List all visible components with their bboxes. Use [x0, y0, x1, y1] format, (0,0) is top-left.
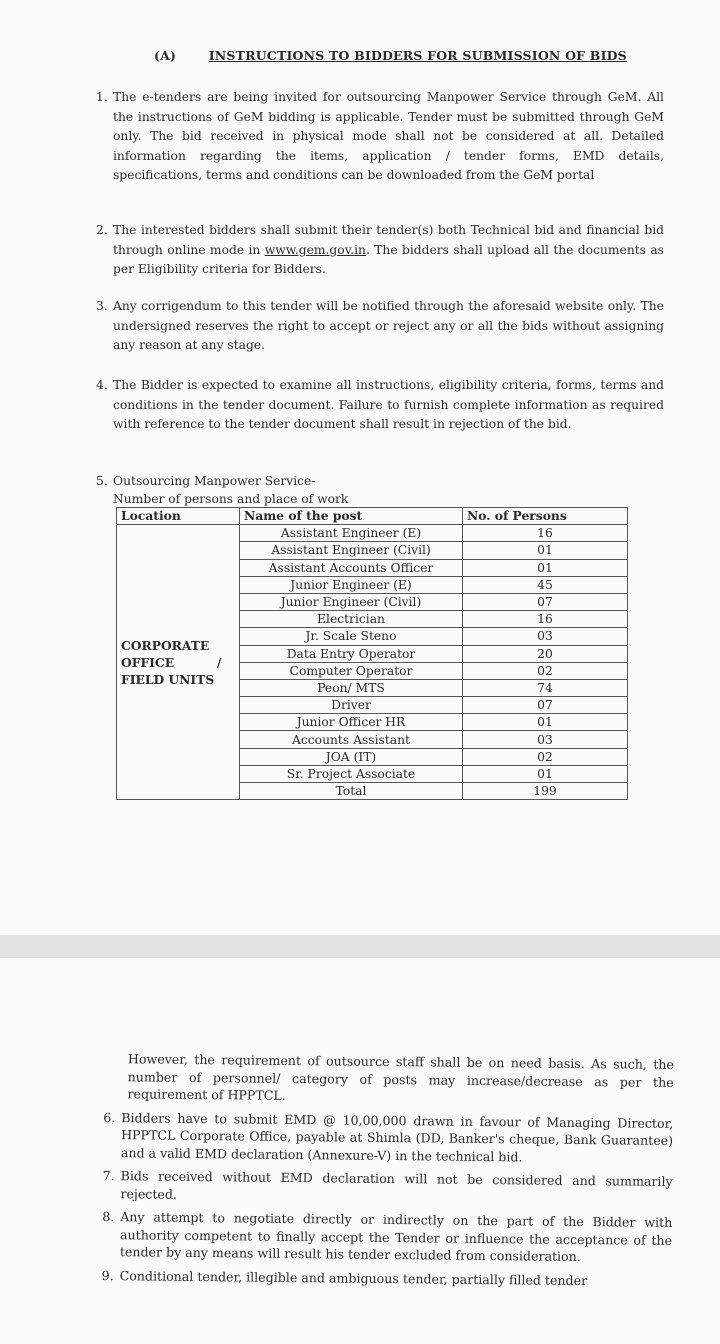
requirement-note: However, the requirement of outsource staff shall be on need basis. As such, the number of personnel/ category of posts may increase/decrease as per the requirement of HPPTCL.: [127, 1051, 674, 1103]
persons-count-cell: 02: [463, 748, 628, 765]
post-header: Name of the post: [240, 508, 463, 525]
location-cell: [117, 525, 240, 800]
persons-header: No. of Persons: [463, 508, 628, 525]
persons-count-cell: 01: [463, 559, 628, 576]
persons-count-cell: 45: [463, 576, 628, 593]
page2-items: [102, 1108, 674, 1289]
post-name-cell: Sr. Project Associate: [240, 765, 463, 782]
post-name-cell: Accounts Assistant: [240, 731, 463, 748]
item-text: Any attempt to negotiate directly or indirectly on the part of the Bidder with authority competent to finally accept the Tender or influence the acceptance of the tender by any means will result his tender excluded from consideration.: [119, 1209, 673, 1265]
instruction-item-5: 5. Outsourcing Manpower Service- Number of persons and place of work: [96, 474, 349, 506]
location-line: OFFICE /: [121, 654, 222, 670]
post-name-cell: Assistant Engineer (Civil): [240, 542, 463, 559]
location-line: FIELD UNITS: [121, 671, 215, 687]
manpower-table: [116, 507, 628, 800]
instruction-item-6: [103, 1108, 674, 1166]
gem-portal-link[interactable]: www.gem.gov.in: [264, 242, 366, 257]
document-page-2: [0, 958, 720, 1344]
persons-count-cell: 20: [463, 645, 628, 662]
persons-count-cell: 16: [463, 525, 628, 542]
persons-count-cell: 02: [463, 662, 628, 679]
persons-count-cell: 01: [463, 542, 628, 559]
section-label: (A): [154, 48, 177, 63]
item-number: 9.: [101, 1267, 114, 1283]
section-heading: [154, 48, 627, 63]
post-name-cell: Junior Officer HR: [240, 714, 463, 731]
post-name-cell: JOA (IT): [240, 748, 463, 765]
post-name-cell: Assistant Accounts Officer: [240, 559, 463, 576]
instruction-item-8: [102, 1208, 673, 1266]
post-name-cell: Assistant Engineer (E): [240, 525, 463, 542]
section-title: INSTRUCTIONS TO BIDDERS FOR SUBMISSION OF BIDS: [208, 48, 627, 63]
post-name-cell: Junior Engineer (E): [240, 576, 463, 593]
persons-count-cell: 01: [463, 765, 628, 782]
item-number: 8.: [102, 1208, 115, 1225]
post-name-cell: Electrician: [240, 611, 463, 628]
page-separator: [0, 935, 720, 958]
table-row: [117, 525, 628, 542]
page2-text: [101, 1050, 673, 1296]
item-number: 6.: [103, 1109, 116, 1125]
instruction-item-1: 1. The e-tenders are being invited for outsourcing Manpower Service through GeM. All the instructions of GeM bidding is applicable. Tender must be submitted through GeM only. The bid received in physical mode shall not be considered at all. Detailed information regarding the items, application / tender forms, EMD details, specifications, terms and conditions can be downloaded from the GeM portal: [96, 90, 664, 182]
instruction-item-4: 4. The Bidder is expected to examine all instructions, eligibility criteria, forms, terms and conditions in the tender document. Failure to furnish complete information as required with reference to the tender document shall result in rejection of the bid.: [96, 378, 664, 431]
table-header-row: [117, 508, 628, 525]
item-text: Conditional tender, illegible and ambiguous tender, partially filled tender: [119, 1267, 588, 1288]
instruction-item-7: [102, 1167, 672, 1208]
persons-count-cell: 03: [463, 731, 628, 748]
post-name-cell: Data Entry Operator: [240, 645, 463, 662]
instruction-item-2: 2. The interested bidders shall submit their tender(s) both Technical bid and financial bid through online mode in www.gem.gov.in. The bidders shall upload all the documents as per Eligibility criteria for Bidders.: [96, 223, 664, 276]
persons-count-cell: 07: [463, 593, 628, 610]
post-name-cell: Jr. Scale Steno: [240, 628, 463, 645]
post-name-cell: Peon/ MTS: [240, 679, 463, 696]
instruction-item-9: [102, 1266, 672, 1289]
post-name-cell: Total: [240, 783, 463, 800]
persons-count-cell: 16: [463, 611, 628, 628]
table-body: [117, 525, 628, 800]
location-header: Location: [117, 508, 240, 525]
persons-count-cell: 07: [463, 697, 628, 714]
item-text: Bids received without EMD declaration will not be considered and summarily rejected.: [120, 1168, 673, 1202]
persons-count-cell: 01: [463, 714, 628, 731]
item-number: 7.: [102, 1167, 115, 1184]
post-name-cell: Junior Engineer (Civil): [240, 593, 463, 610]
location-line: CORPORATE: [121, 637, 210, 653]
instruction-item-3: 3. Any corrigendum to this tender will be notified through the aforesaid website only. The undersigned reserves the right to accept or reject any or all the bids without assigning any reason at any stage.: [96, 299, 664, 352]
persons-count-cell: 03: [463, 628, 628, 645]
post-name-cell: Driver: [240, 697, 463, 714]
persons-count-cell: 199: [463, 783, 628, 800]
item-text: Bidders have to submit EMD @ 10,00,000 drawn in favour of Managing Director, HPPTCL Corporate Office, payable at Shimla (DD, Banker's cheque, Bank Guarantee) and a valid EMD declaration (Annexure-V) in the technical bid.: [120, 1109, 674, 1164]
post-name-cell: Computer Operator: [240, 662, 463, 679]
persons-count-cell: 74: [463, 679, 628, 696]
